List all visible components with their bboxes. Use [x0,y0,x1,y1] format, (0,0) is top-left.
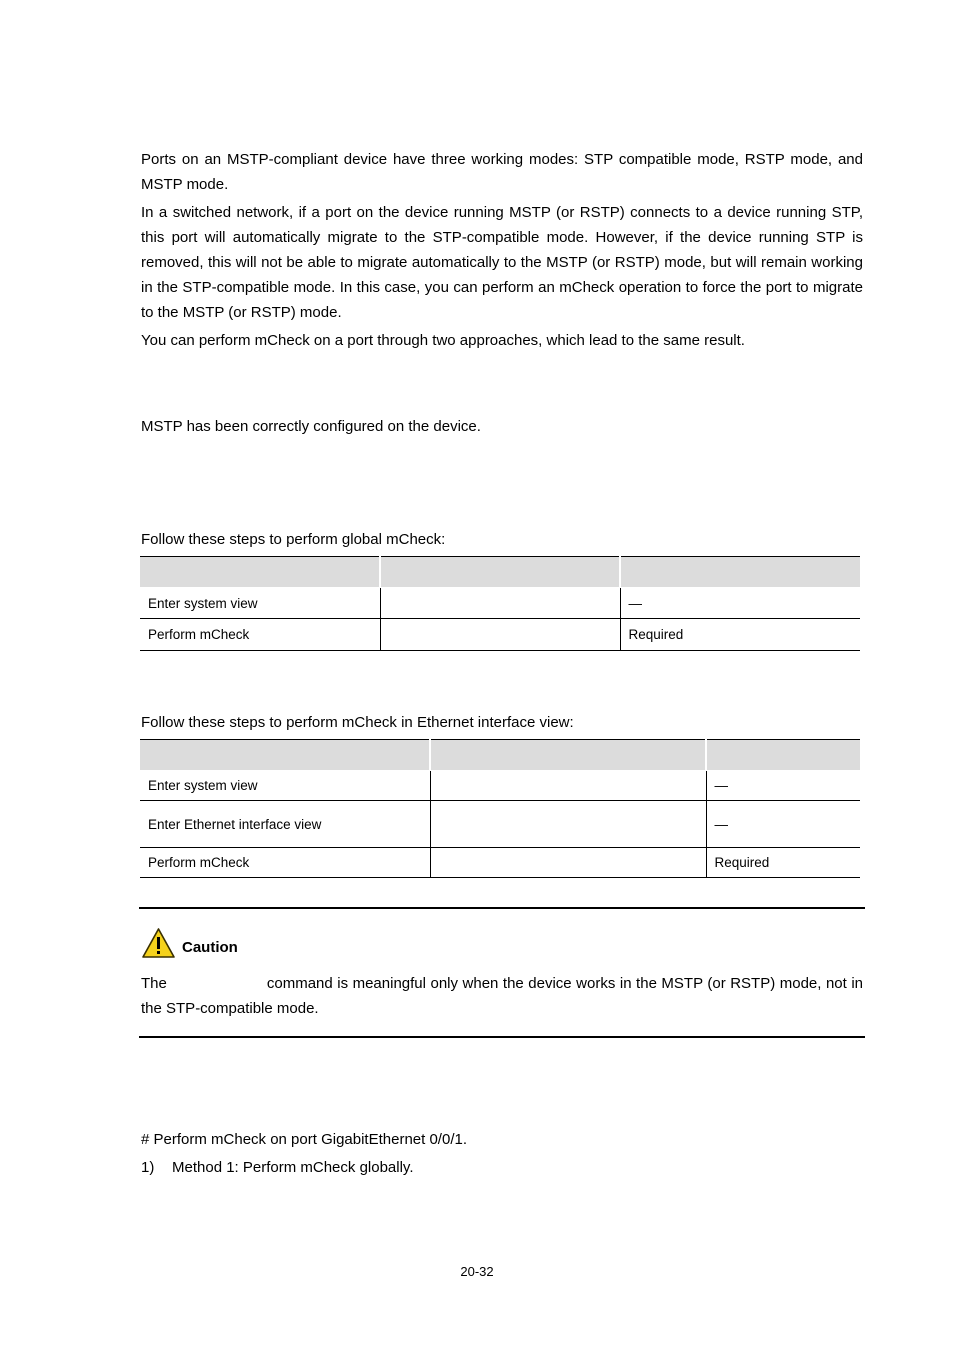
example-step-number: 1) [141,1159,155,1176]
command-cell [430,771,706,801]
command-cell [430,848,706,878]
example-intro: # Perform mCheck on port GigabitEthernet 0/0/1. [141,1131,467,1148]
table-header-row [140,557,860,588]
table-row [140,619,860,651]
operation-cell: Perform mCheck [140,619,380,651]
operation-cell: Enter system view [140,771,430,801]
intro-paragraph-migration: In a switched network, if a port on the device running MSTP (or RSTP) connects to a device running STP, this port will automatically migrate to the STP-compatible mode. However, if the device running STP is removed, this will not be able to migrate automatically to the MSTP (or RSTP) mode, but will remain working in the STP-compatible mode. In this case, you can perform an mCheck operation to force the port to migrate to the MSTP (or RSTP) mode. [141,204,863,321]
table-row [140,588,860,619]
table-header-row [140,740,860,771]
caution-text-before: The [141,975,167,992]
caution-text [141,971,863,1021]
header-cell [620,557,860,588]
table-row [140,771,860,801]
interface-mcheck-table [140,739,860,878]
intro-paragraph-modes: Ports on an MSTP-compliant device have three working modes: STP compatible mode, RSTP mode, and MSTP mode. [141,151,863,193]
remark-cell: — [620,588,860,619]
remark-cell: Required [620,619,860,651]
header-cell [140,740,430,771]
remark-cell: — [706,801,860,848]
remark-cell: Required [706,848,860,878]
operation-cell: Enter system view [140,588,380,619]
operation-cell: Enter Ethernet interface view [140,801,430,848]
example-step-text: Method 1: Perform mCheck globally. [172,1159,414,1176]
header-cell [430,740,706,771]
command-cell [380,619,620,651]
command-cell [380,588,620,619]
command-cell [430,801,706,848]
interface-mcheck-intro: Follow these steps to perform mCheck in Ethernet interface view: [141,714,574,731]
header-cell [380,557,620,588]
caution-title: Caution [182,939,238,956]
global-mcheck-intro: Follow these steps to perform global mCheck: [141,531,446,548]
global-mcheck-table [140,556,860,651]
caution-text-after: command is meaningful only when the device works in the MSTP (or RSTP) mode, not in the STP-compatible mode. [141,975,863,1017]
header-cell [706,740,860,771]
caution-top-rule [139,907,865,909]
table-row [140,848,860,878]
header-cell [140,557,380,588]
intro-paragraph-approaches: You can perform mCheck on a port through two approaches, which lead to the same result. [141,332,745,349]
warning-icon [141,927,176,959]
operation-cell: Perform mCheck [140,848,430,878]
caution-bottom-rule [139,1036,865,1038]
page-number: 20-32 [460,1264,494,1279]
remark-cell: — [706,771,860,801]
table-row [140,801,860,848]
prerequisites-text: MSTP has been correctly configured on the device. [141,418,481,435]
